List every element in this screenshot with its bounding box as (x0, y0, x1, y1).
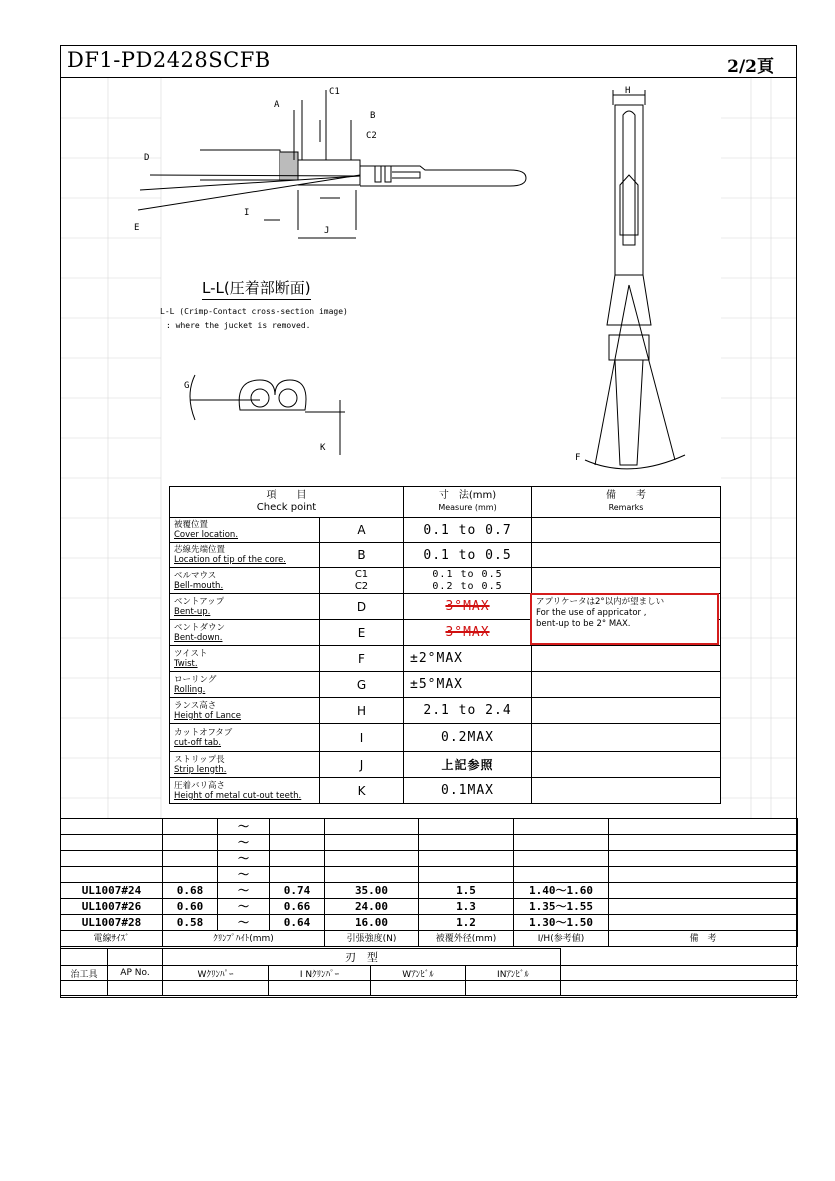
crimp-spec-table: ～ ～ ～ ～ UL1007#24 0.68 ～ 0.74 35.00 1.5 1.40～1.60 UL1007#26 0.60 ～ 0.66 24.00 1.3 1.35～1.55 UL1007#28 0.58 ～ 0.64 16.00 1.2 1.30～1.50 電線ｻｲｽﾞ ｸﾘﾝﾌﾟﾊｲﾄ(mm) 引張強度(N) 被覆外径(mm) I/H(参考値) 備 考 (60, 818, 798, 947)
jig-label: 治工具 (61, 966, 108, 981)
svg-text:H: H (625, 86, 631, 96)
check-point-table (169, 486, 721, 804)
svg-text:K: K (320, 443, 326, 453)
header-check-point: 項 目 Check point (170, 487, 404, 518)
front-view-drawing (565, 85, 695, 475)
section-note-1: L-L (Crimp-Contact cross-section image) (160, 307, 348, 316)
ap-no-label: AP No. (108, 966, 163, 981)
table-row: UL1007#24 0.68 ～ 0.74 35.00 1.5 1.40～1.60 (61, 883, 798, 899)
table-row: 芯線先端位置 Location of tip of the core. B 0.1 to 0.5 (170, 543, 721, 568)
page-number: 2/2頁 (727, 57, 774, 77)
spec-header-row: 電線ｻｲｽﾞ ｸﾘﾝﾌﾟﾊｲﾄ(mm) 引張強度(N) 被覆外径(mm) I/H(参考値) 備 考 (61, 931, 798, 947)
table-row: UL1007#28 0.58 ～ 0.64 16.00 1.2 1.30～1.50 (61, 915, 798, 931)
svg-text:B: B (370, 111, 376, 121)
table-row: ツイスト Twist. F ±2°MAX (170, 646, 721, 672)
table-row: ランス高さ Height of Lance H 2.1 to 2.4 (170, 698, 721, 724)
table-row: UL1007#26 0.60 ～ 0.66 24.00 1.3 1.35～1.55 (61, 899, 798, 915)
table-row: 圧着バリ高さ Height of metal cut-out teeth. K 0.1MAX (170, 778, 721, 804)
table-row: ストリップ長 Strip length. J 上記参照 (170, 752, 721, 778)
tooling-table (60, 948, 798, 996)
w-crimper-label: Wｸﾘﾝﾊﾟｰ (163, 966, 269, 981)
in-crimper-label: I Nｸﾘﾝﾊﾟｰ (269, 966, 371, 981)
section-note-2: : where the jucket is removed. (166, 321, 311, 330)
svg-text:E: E (134, 223, 140, 233)
document-title: DF1-PD2428SCFB (67, 48, 271, 72)
header-measure: 寸 法(mm) Measure (mm) (404, 487, 532, 518)
table-row: 被覆位置 Cover location. A 0.1 to 0.7 (170, 518, 721, 543)
side-view-drawing (130, 80, 540, 250)
in-anvil-label: INｱﾝﾋﾞﾙ (466, 966, 561, 981)
cross-section-drawing (170, 360, 360, 460)
svg-text:J: J (324, 226, 330, 236)
section-title: L-L(圧着部断面) (202, 277, 311, 300)
w-anvil-label: Wｱﾝﾋﾞﾙ (371, 966, 466, 981)
svg-text:C2: C2 (366, 131, 377, 141)
svg-text:G: G (184, 381, 190, 391)
svg-text:A: A (274, 100, 280, 110)
die-type-label: 刃 型 (163, 949, 561, 966)
svg-text:D: D (144, 153, 150, 163)
svg-text:F: F (575, 453, 581, 463)
table-row: ベントアップ Bent-up. D 3°MAX (170, 594, 721, 620)
header-remarks: 備 考 Remarks (532, 487, 721, 518)
svg-text:I: I (244, 208, 250, 218)
title-bar (61, 46, 796, 78)
remark-box: アプリケータは2°以内が望ましい For the use of appricator , bent-up to be 2° MAX. (530, 593, 719, 645)
table-row: ベントダウン Bent-down. E 3°MAX (170, 620, 721, 646)
table-row: カットオフタブ cut-off tab. I 0.2MAX (170, 724, 721, 752)
table-row: ベルマウス Bell-mouth. C1 C2 0.1 to 0.5 0.2 to 0.5 (170, 568, 721, 594)
svg-text:C1: C1 (329, 87, 340, 97)
table-row: ローリング Rolling. G ±5°MAX (170, 672, 721, 698)
